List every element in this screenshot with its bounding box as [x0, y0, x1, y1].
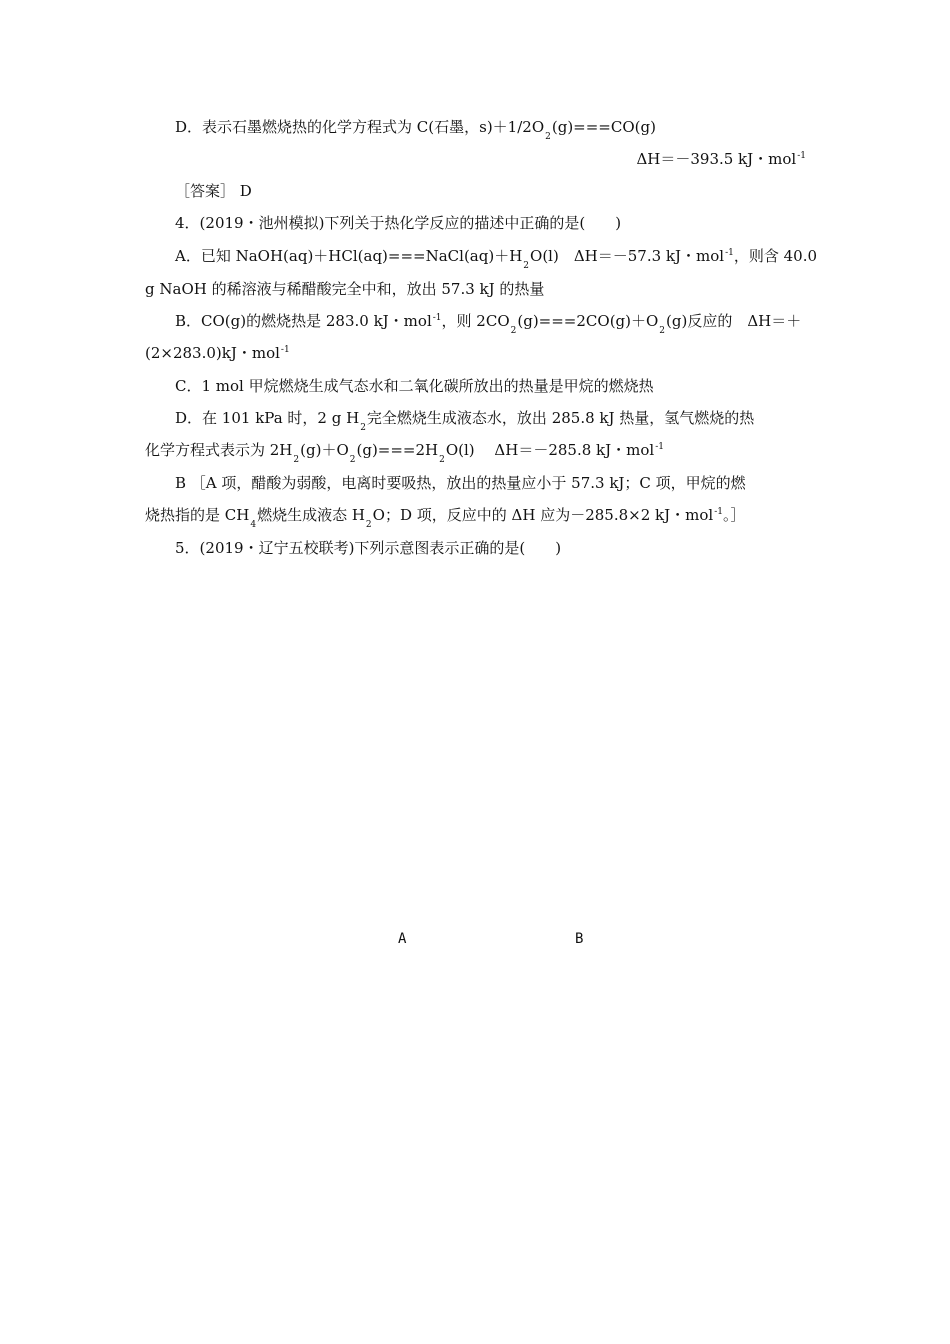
subscript: 2 — [349, 455, 356, 465]
text-span: 烧热指的是 CH — [145, 506, 250, 524]
prev-option-d — [175, 117, 656, 142]
answer-3: ［答案］ D — [175, 182, 252, 200]
text-span: O；D 项，反应中的 ΔH 应为－285.8×2 kJ・mol — [372, 506, 714, 524]
q5-stem: 5．(2019・辽宁五校联考)下列示意图表示正确的是( ) — [175, 539, 562, 557]
text-span: (g)反应的 ΔH＝＋ — [666, 312, 802, 330]
q5-figure-area — [145, 570, 805, 920]
text-span: (g)===2H — [356, 441, 439, 459]
superscript: -1 — [714, 507, 723, 517]
subscript: 2 — [510, 326, 517, 336]
q4-option-d-line1 — [175, 408, 755, 433]
text-span: 完全燃烧生成液态水，放出 285.8 kJ 热量，氢气燃烧的热 — [366, 409, 755, 427]
subscript: 2 — [360, 423, 366, 433]
text-span: 燃烧生成液态 H — [257, 506, 365, 524]
text-span: ，则 2CO — [441, 312, 510, 330]
text-span: 。］ — [722, 506, 746, 524]
figure-label-a: A — [398, 931, 407, 947]
prev-option-d-text: D．表示石墨燃烧热的化学方程式为 C(石墨，s)＋1/2O — [175, 118, 545, 136]
q4-option-c: C．1 mol 甲烷燃烧生成气态水和二氧化碳所放出的热量是甲烷的燃烧热 — [175, 377, 654, 395]
text-span: (2×283.0)kJ・mol — [145, 344, 280, 362]
q4-answer-line1: B ［A 项，醋酸为弱酸，电离时要吸热，放出的热量应小于 57.3 kJ；C 项，甲烷的燃 — [175, 474, 746, 492]
superscript: -1 — [655, 442, 664, 452]
text-span: 化学方程式表示为 2H — [145, 441, 293, 459]
subscript: 2 — [523, 261, 530, 271]
figure-label-b: B — [575, 931, 584, 947]
subscript: 2 — [439, 455, 445, 465]
text-span: ，则含 40.0 — [733, 247, 818, 265]
superscript: -1 — [280, 345, 290, 355]
q4-option-d-line2 — [145, 440, 664, 465]
prev-option-d-enthalpy — [636, 149, 806, 169]
subscript: 2 — [659, 326, 666, 336]
subscript: 2 — [293, 455, 300, 465]
text-span: (g)＋O — [300, 441, 349, 459]
text-span: D．在 101 kPa 时，2 g H — [175, 409, 360, 427]
text-span: A．已知 NaOH(aq)＋HCl(aq)===NaCl(aq)＋H — [175, 247, 523, 265]
text-span: O(l) ΔH＝－285.8 kJ・mol — [445, 441, 655, 459]
superscript: -1 — [797, 151, 806, 161]
text-span: B．CO(g)的燃烧热是 283.0 kJ・mol — [175, 312, 432, 330]
subscript: 2 — [545, 132, 551, 142]
q4-option-b-line2 — [145, 343, 290, 363]
q4-answer-line2 — [145, 505, 746, 530]
text-span: (g)===2CO(g)＋O — [517, 312, 659, 330]
q4-option-a-line1 — [175, 246, 818, 271]
superscript: -1 — [725, 248, 734, 258]
text-span: O(l) ΔH＝－57.3 kJ・mol — [530, 247, 725, 265]
q4-stem: 4．(2019・池州模拟)下列关于热化学反应的描述中正确的是( ) — [175, 214, 622, 232]
superscript: -1 — [432, 313, 442, 323]
q4-option-b-line1 — [175, 311, 802, 336]
subscript: 2 — [365, 520, 372, 530]
prev-option-d-tail: (g)===CO(g) — [551, 118, 656, 136]
subscript: 4 — [250, 520, 257, 530]
enthalpy-text: ΔH＝－393.5 kJ・mol — [636, 150, 797, 168]
q4-option-a-line2: g NaOH 的稀溶液与稀醋酸完全中和，放出 57.3 kJ 的热量 — [145, 280, 545, 298]
